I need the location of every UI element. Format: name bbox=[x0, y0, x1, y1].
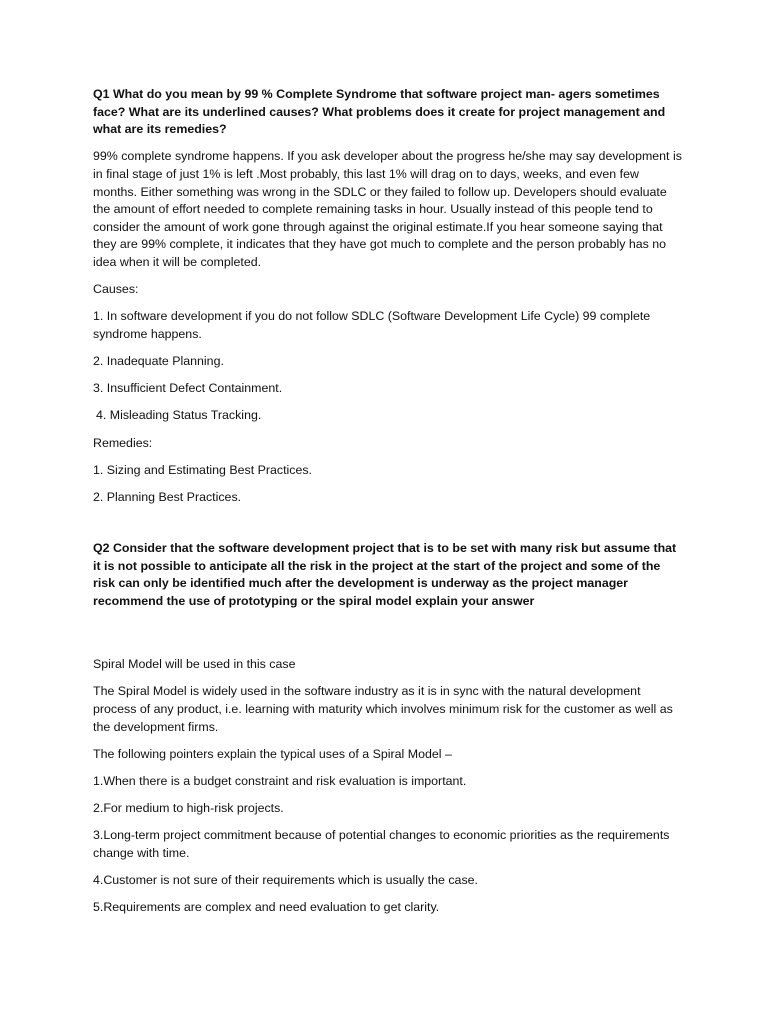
q1-answer: 99% complete syndrome happens. If you ask developer about the progress he/she may say development is in final stage of just 1% is left .Most probably, this last 1% will drag on to days, weeks, and even few months. Either something was wrong in the SDLC or they failed to follow up. Developers should evaluate the amount of effort needed to complete remaining tasks in hour. Usually instead of this people tend to consider the amount of work gone through against the original estimate.If you hear someone saying that they are 99% complete, it indicates that they have got much to complete and the person probably has no idea when it will be completed. bbox=[93, 149, 682, 269]
cause-item-1: 1. In software development if you do not follow SDLC (Software Development Life Cycle) 99 complete syndrome happens. bbox=[93, 309, 651, 341]
remedies-heading: Remedies: bbox=[93, 435, 153, 450]
q2-pointers-intro: The following pointers explain the typical uses of a Spiral Model – bbox=[93, 746, 452, 761]
q1-question: Q1 What do you mean by 99 % Complete Syndrome that software project man- agers sometimes face? What are its underlined causes? What problems does it create for project management and what are its remedies? bbox=[93, 87, 666, 137]
document-page bbox=[93, 86, 683, 926]
cause-item-4: 4. Misleading Status Tracking. bbox=[96, 408, 262, 423]
q2-question: Q2 Consider that the software development project that is to be set with many risk but assume that it is not possible to anticipate all the risk in the project at the start of the project and some of the risk can only be identified much after the development is underway as the project manager recommend the use of prototyping or the spiral model explain your answer bbox=[93, 541, 677, 608]
cause-item-2: 2. Inadequate Planning. bbox=[93, 354, 224, 369]
pointer-item-3: 3.Long-term project commitment because of potential changes to economic priorities as the requirements change with time. bbox=[93, 828, 670, 860]
section-spacer bbox=[93, 620, 683, 656]
causes-heading: Causes: bbox=[93, 282, 139, 297]
pointer-item-5: 5.Requirements are complex and need evaluation to get clarity. bbox=[93, 900, 440, 915]
pointer-item-1: 1.When there is a budget constraint and risk evaluation is important. bbox=[93, 773, 467, 788]
q2-answer-body: The Spiral Model is widely used in the software industry as it is in sync with the natural development process of any product, i.e. learning with maturity which involves minimum risk for the customer as well as the development firms. bbox=[93, 684, 673, 734]
remedy-item-2: 2. Planning Best Practices. bbox=[93, 490, 242, 505]
pointer-item-2: 2.For medium to high-risk projects. bbox=[93, 801, 284, 816]
remedy-item-1: 1. Sizing and Estimating Best Practices. bbox=[93, 462, 313, 477]
cause-item-3: 3. Insufficient Defect Containment. bbox=[93, 381, 283, 396]
section-spacer bbox=[93, 516, 683, 540]
pointer-item-4: 4.Customer is not sure of their requirements which is usually the case. bbox=[93, 873, 478, 888]
q2-answer-intro: Spiral Model will be used in this case bbox=[93, 657, 296, 672]
